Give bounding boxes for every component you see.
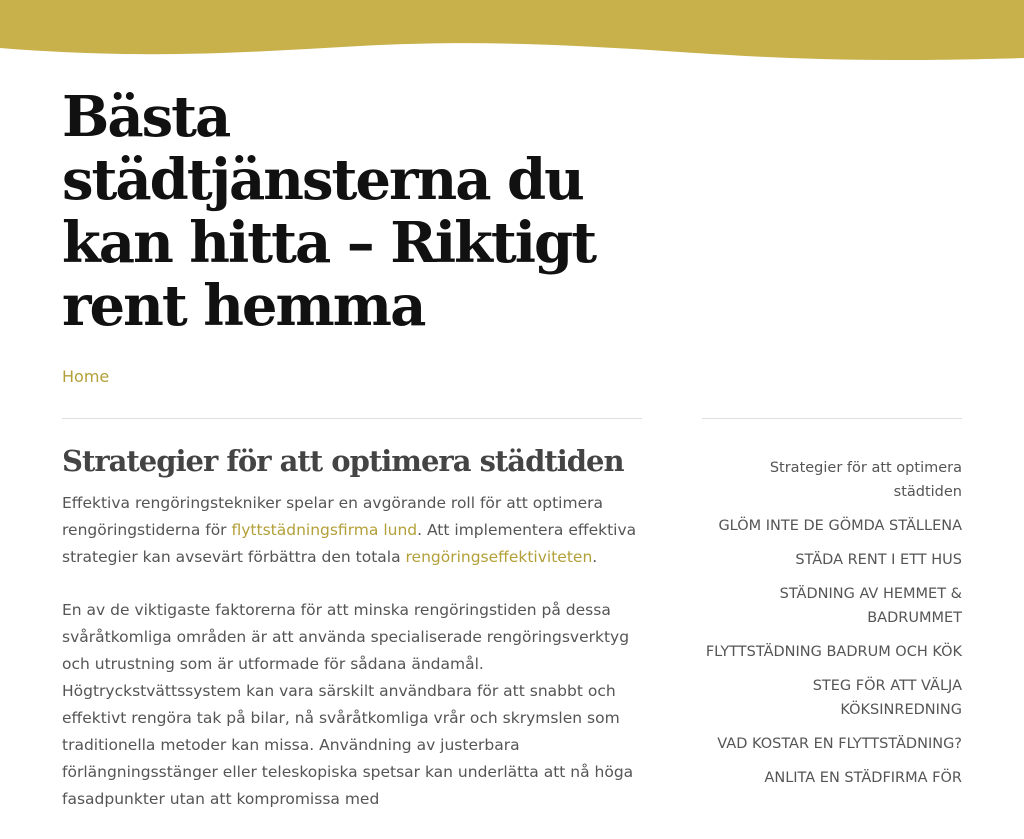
sidebar-link[interactable]: FLYTTSTÄDNING BADRUM OCH KÖK [705,644,962,660]
sidebar-link[interactable]: STÄDA RENT I ETT HUS [795,552,962,568]
sidebar-item [700,640,962,664]
sidebar-link[interactable]: GLÖM INTE DE GÖMDA STÄLLENA [718,518,962,534]
article-paragraph-1 [62,490,652,571]
paragraph-text: . [592,548,598,566]
sidebar-link[interactable]: Strategier för att optimera städtiden [769,460,962,500]
sidebar-item [700,674,962,722]
sidebar-link[interactable]: ANLITA EN STÄDFIRMA FÖR [764,770,962,786]
sidebar-link[interactable]: STEG FÖR ATT VÄLJA KÖKSINREDNING [812,678,962,718]
link-flyttstadningsfirma-lund[interactable]: flyttstädningsfirma lund [231,521,418,539]
article [62,442,652,839]
link-rengoringseffektiviteten[interactable]: rengöringseffektiviteten [405,548,593,566]
sidebar-item [700,732,962,756]
article-heading: Strategier för att optimera städtiden [62,444,624,478]
paragraph-text: Effektiva rengöringstekniker spelar en avgörande roll för att optimera rengöringstiderna för [62,494,603,539]
header-wave-band [0,0,1024,62]
sidebar-recent-posts [700,456,962,800]
sidebar-item [700,548,962,572]
sidebar-item [700,514,962,538]
sidebar-link[interactable]: STÄDNING AV HEMMET & BADRUMMET [779,586,962,626]
content-divider [62,418,642,419]
site-title: Bästa städtjänsterna du kan hitta – Riktigt rent hemma [62,84,596,339]
sidebar-divider [702,418,962,419]
breadcrumb-home-link[interactable]: Home [62,367,110,386]
sidebar-item [700,456,962,504]
sidebar-item [700,766,962,790]
sidebar-item [700,582,962,630]
sidebar-link[interactable]: VAD KOSTAR EN FLYTTSTÄDNING? [717,736,962,752]
article-paragraph-2: En av de viktigaste faktorerna för att minska rengöringstiden på dessa svåråtkomliga områden är att använda specialiserade rengöringsverktyg och utrustning som är utformade för sådana ändamål. Högtryckstvättssystem kan vara särskilt användbara för att snabbt och effektivt rengöra tak på bilar, nå svåråtkomliga vrår och skrymslen som traditionella metoder kan missa. Användning av justerbara förlängningsstänger eller teleskopiska spetsar kan underlätta att nå höga fasadpunkter utan att kompromissa med [62,601,634,808]
paragraph-text: . Att implementera effektiva strategier kan avsevärt förbättra den totala [62,521,637,566]
